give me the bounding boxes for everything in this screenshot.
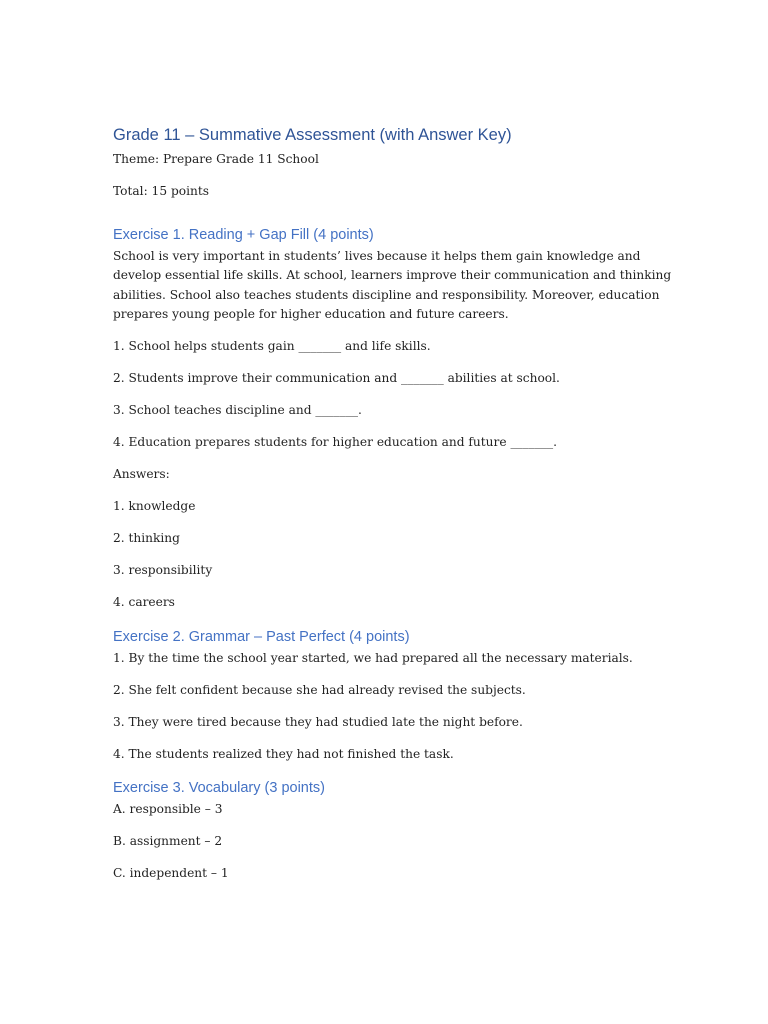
grammar-item: 3. They were tired because they had studied late the night before.	[113, 714, 523, 729]
total-points-line: Total: 15 points	[113, 184, 209, 198]
document-title: Grade 11 – Summative Assessment (with Answer Key)	[113, 126, 512, 144]
gap-fill-question: 3. School teaches discipline and _______.	[113, 403, 362, 417]
vocabulary-item: A. responsible – 3	[113, 802, 223, 816]
grammar-item: 4. The students realized they had not finished the task.	[113, 746, 454, 761]
answer-item: 1. knowledge	[113, 499, 196, 513]
passage-line: develop essential life skills. At school, learners improve their communication and thinking	[113, 268, 672, 282]
exercise-1-heading: Exercise 1. Reading + Gap Fill (4 points)	[113, 226, 374, 243]
theme-line: Theme: Prepare Grade 11 School	[113, 152, 319, 166]
exercise-2-heading: Exercise 2. Grammar – Past Perfect (4 points)	[113, 628, 410, 645]
exercise-1-passage	[113, 247, 672, 325]
vocabulary-item: B. assignment – 2	[113, 834, 223, 848]
gap-fill-question: 4. Education prepares students for higher education and future _______.	[113, 435, 557, 449]
answer-item: 2. thinking	[113, 531, 180, 545]
grammar-item: 2. She felt confident because she had already revised the subjects.	[113, 682, 526, 697]
answer-item: 4. careers	[113, 595, 175, 609]
answer-item: 3. responsibility	[113, 563, 213, 577]
exercise-3-heading: Exercise 3. Vocabulary (3 points)	[113, 780, 325, 796]
grammar-item: 1. By the time the school year started, we had prepared all the necessary materials.	[113, 650, 633, 665]
passage-line: prepares young people for higher education and future careers.	[113, 307, 509, 321]
vocabulary-item: C. independent – 1	[113, 866, 229, 880]
passage-line: abilities. School also teaches students discipline and responsibility. Moreover, education	[113, 287, 660, 302]
passage-line: School is very important in students’ lives because it helps them gain knowledge and	[113, 248, 641, 263]
answers-label: Answers:	[113, 467, 170, 481]
gap-fill-question: 1. School helps students gain _______ and life skills.	[113, 339, 431, 353]
gap-fill-question: 2. Students improve their communication and _______ abilities at school.	[113, 371, 560, 385]
